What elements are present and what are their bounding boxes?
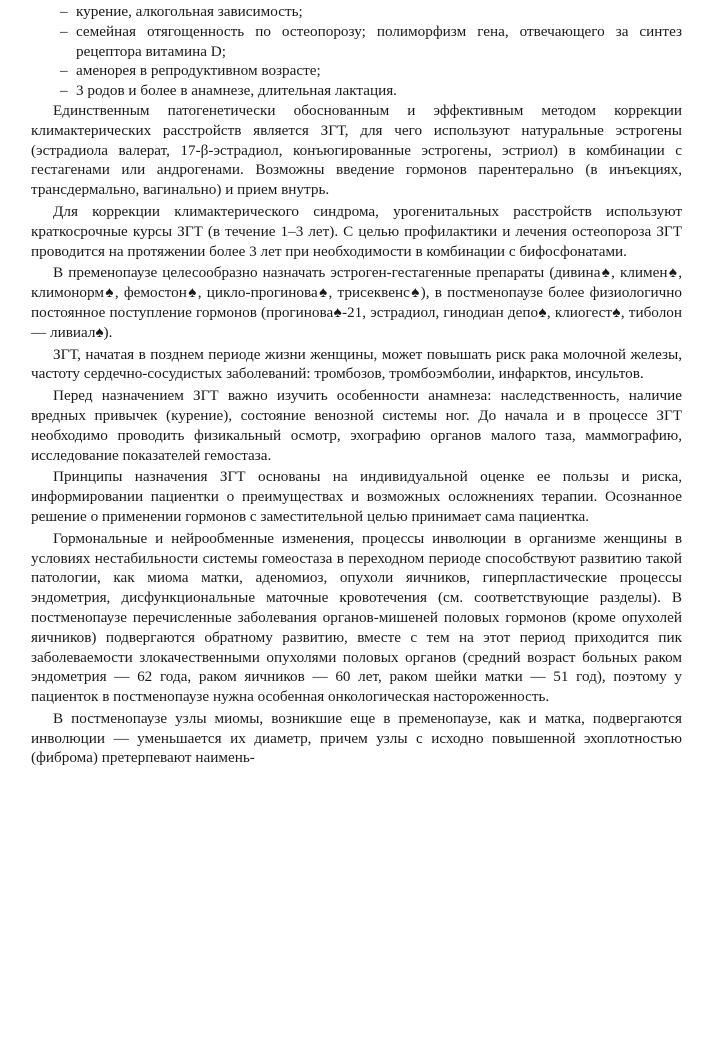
risk-factor-list (31, 2, 682, 101)
paragraph-myoma: В постменопаузе узлы миомы, возникшие еще в пременопаузе, как и матка, подвергаются инволюции — уменьшается их диаметр, причем узлы с исходно повышенной эхоплотностью (фиброма) претерпевают наимень- (31, 709, 682, 767)
list-item (31, 2, 682, 22)
paragraph-hrt-method: Единственным патогенетически обоснованным и эффективным методом коррекции климактерических расстройств является ЗГТ, для чего используют натуральные эстрогены (эстрадиола валерат, 17-β-эстрадиол, конъюгированные эстрогены, эстриол) в комбинации с гестагенами или андрогенами. Возможны введение гормонов парентерально (в инъекциях, трансдермально, вагинально) и прием внутрь. (31, 101, 682, 199)
list-item-text: курение, алкогольная зависимость; (76, 3, 303, 20)
list-dash: – (60, 62, 68, 80)
paragraph-short-courses: Для коррекции климактерического синдрома, урогенитальных расстройств используют краткосрочные курсы ЗГТ (в течение 1–3 лет). С целью профилактики и лечения остеопороза ЗГТ проводится на протяжении более 3 лет при необходимости в комбинации с бифосфонатами. (31, 202, 682, 260)
paragraph-principles: Принципы назначения ЗГТ основаны на индивидуальной оценке ее пользы и риска, информировании пациентки о преимуществах и возможных осложнениях терапии. Осознанное решение о применении гормонов с заместительной целью принимает сама пациентка. (31, 468, 682, 525)
list-item-text: 3 родов и более в анамнезе, длительная лактация. (76, 82, 397, 100)
list-dash: – (60, 22, 68, 40)
list-item (31, 22, 682, 62)
list-dash: – (60, 3, 68, 20)
paragraph-pathology: Гормональные и нейрообменные изменения, процессы инволюции в организме женщины в условиях нестабильности системы гомеостаза в переходном периоде способствуют развитию такой патологии, как миома матки, аденомиоз, опухоли яичников, гиперпластические процессы эндометрия, дисфункциональные маточные кровотечения (см. соответствующие разделы). В постменопаузе перечисленные заболевания органов-мишеней половых гормонов (кроме опухолей яичников) подвергаются обратному развитию, вместе с тем на этот период приходится пик заболеваемости злокачественными опухолями половых органов (средний возраст больных раком эндометрия — 62 года, раком яичников — 60 лет, раком шейки матки — 51 год), поэтому у пациенток в постменопаузе нужна особенная онкологическая настороженность. (31, 529, 682, 706)
list-dash: – (60, 82, 68, 100)
list-item (31, 81, 682, 101)
paragraph-anamnesis: Перед назначением ЗГТ важно изучить особенности анамнеза: наследственность, наличие вредных привычек (курение), состояние венозной системы ног. До начала и в процессе ЗГТ необходимо проводить физикальный осмотр, эхографию органов малого таза, маммографию, исследование показателей гемостаза. (31, 387, 682, 464)
paragraph-drugs: В пременопаузе целесообразно назначать эстроген-гестагенные препараты (дивина♠, климен♠, климонорм♠, фемостон♠, цикло-прогинова♠, трисеквенс♠), в постменопаузе более физиологично постоянное поступление гормонов (прогинова♠-21, эстрадиол, гинодиан депо♠, клиогест♠, тиболон — ливиал♠). (31, 264, 682, 341)
paragraph-risks: ЗГТ, начатая в позднем периоде жизни женщины, может повышать риск рака молочной железы, частоту сердечно-сосудистых заболеваний: тромбозов, тромбоэмболии, инфарктов, инсультов. (31, 345, 682, 383)
list-item (31, 61, 682, 81)
list-item-text: семейная отягощенность по остеопорозу; полиморфизм гена, отвечающего за синтез рецептора витамина D; (76, 22, 682, 60)
list-item-text: аменорея в репродуктивном возрасте; (76, 62, 321, 80)
